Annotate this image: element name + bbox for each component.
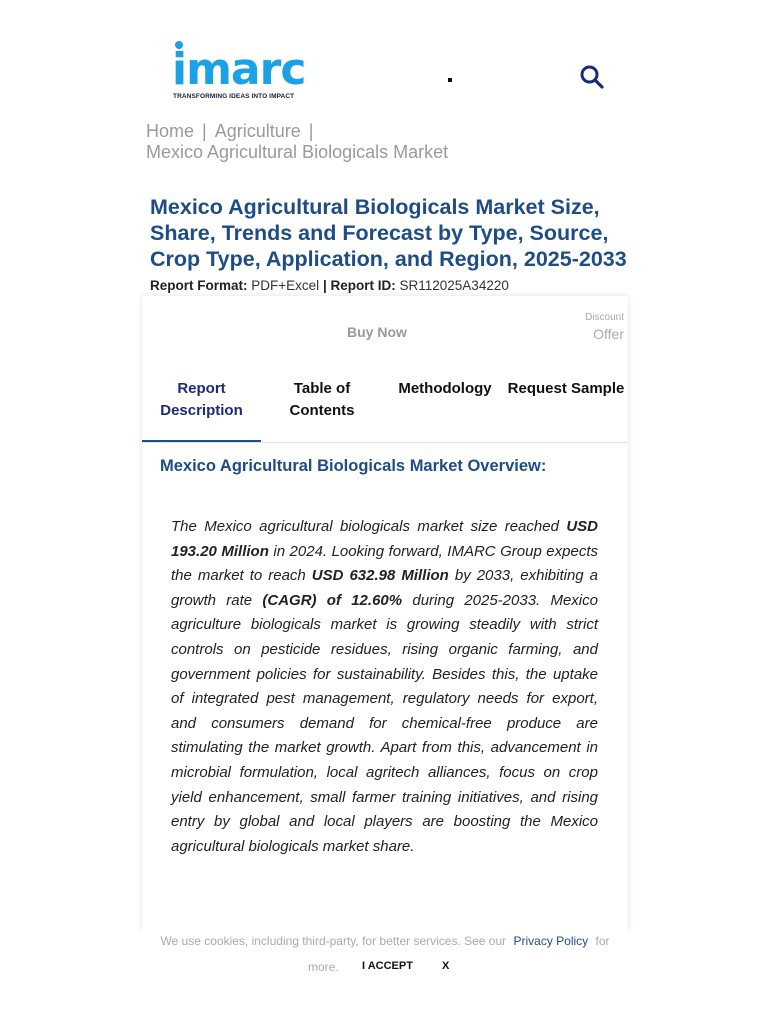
report-meta xyxy=(150,278,509,293)
report-tabs xyxy=(142,378,628,443)
imarc-logo[interactable] xyxy=(172,40,322,102)
meta-divider: | xyxy=(322,278,327,293)
header-separator-dot xyxy=(448,78,452,82)
tab-label: Request Sample xyxy=(507,380,625,397)
breadcrumb xyxy=(146,121,616,163)
breadcrumb-current: Mexico Agricultural Biologicals Market xyxy=(146,142,449,162)
search-button[interactable] xyxy=(579,64,607,92)
discount-offer-button[interactable] xyxy=(585,310,624,342)
tab-methodology[interactable] xyxy=(388,378,502,400)
tab-label: Contents xyxy=(289,402,355,419)
report-id-value: SR112025A34220 xyxy=(399,278,509,293)
report-format-value: PDF+Excel xyxy=(251,278,320,293)
tab-label: Methodology xyxy=(398,380,492,397)
breadcrumb-separator: | xyxy=(202,121,207,141)
close-cookie-button[interactable]: X xyxy=(442,960,450,972)
offer-label: Offer xyxy=(593,326,624,342)
tab-report-description[interactable] xyxy=(142,378,261,422)
breadcrumb-separator: | xyxy=(308,121,314,141)
cagr-value: (CAGR) of 12.60% xyxy=(262,591,403,609)
overview-text: by 2033, exhibiting a growth rate xyxy=(171,567,598,609)
overview-text: The Mexico agricultural biologicals market size reached xyxy=(171,518,567,535)
breadcrumb-home[interactable]: Home xyxy=(146,121,195,141)
accept-cookies-button[interactable]: I ACCEPT xyxy=(362,960,413,972)
cookie-text: for xyxy=(595,934,610,948)
tab-label: Table of xyxy=(293,380,351,397)
logo-wordmark: imarc xyxy=(172,44,306,95)
page-title: Mexico Agricultural Biologicals Market Size, Share, Trends and Forecast by Type, Source, Crop Type, Application, and Region, 2025-2033 xyxy=(150,195,627,271)
buy-now-button[interactable]: Buy Now xyxy=(347,324,407,340)
market-size-2033: USD 632.98 Million xyxy=(311,567,449,585)
tab-label: Report xyxy=(177,380,226,397)
report-id-label: Report ID: xyxy=(330,278,396,293)
site-header xyxy=(0,0,768,115)
tab-request-sample[interactable] xyxy=(504,378,628,400)
tab-label: Description xyxy=(160,402,243,419)
cookie-text: more. xyxy=(308,960,339,974)
overview-paragraph xyxy=(171,515,598,859)
cookie-banner xyxy=(142,922,628,986)
active-tab-underline xyxy=(142,440,261,442)
market-size-2024: USD 193.20 Million xyxy=(171,518,598,560)
cookie-message xyxy=(142,934,628,948)
logo-tagline: TRANSFORMING IDEAS INTO IMPACT xyxy=(173,93,295,100)
discount-label: Discount xyxy=(585,312,624,323)
tab-table-of-contents[interactable] xyxy=(261,378,383,422)
overview-text: during 2025-2033. Mexico agriculture biologicals market is growing steadily with strict controls on pesticide residues, rising organic farming, and government policies for sustainability. Besides this, the uptake of integrated pest management, regulatory needs for export, and consumers demand for chemical-free produce are stimulating the market growth. Apart from this, advancement in microbial formulation, local agritech alliances, focus on crop yield enhancement, small farmer training initiatives, and rising entry by global and local players are boosting the Mexico agricultural biologicals market share. xyxy=(171,591,598,855)
overview-heading: Mexico Agricultural Biologicals Market Overview: xyxy=(160,457,547,475)
report-format-label: Report Format: xyxy=(150,278,248,293)
search-icon xyxy=(579,64,605,90)
overview-text: in 2024. Looking forward, IMARC Group expects the market to reach xyxy=(171,542,598,585)
cookie-text: We use cookies, including third-party, for better services. See our xyxy=(160,934,507,948)
report-card xyxy=(142,296,628,930)
breadcrumb-agriculture[interactable]: Agriculture xyxy=(214,121,301,141)
privacy-policy-link[interactable]: Privacy Policy xyxy=(513,934,589,948)
